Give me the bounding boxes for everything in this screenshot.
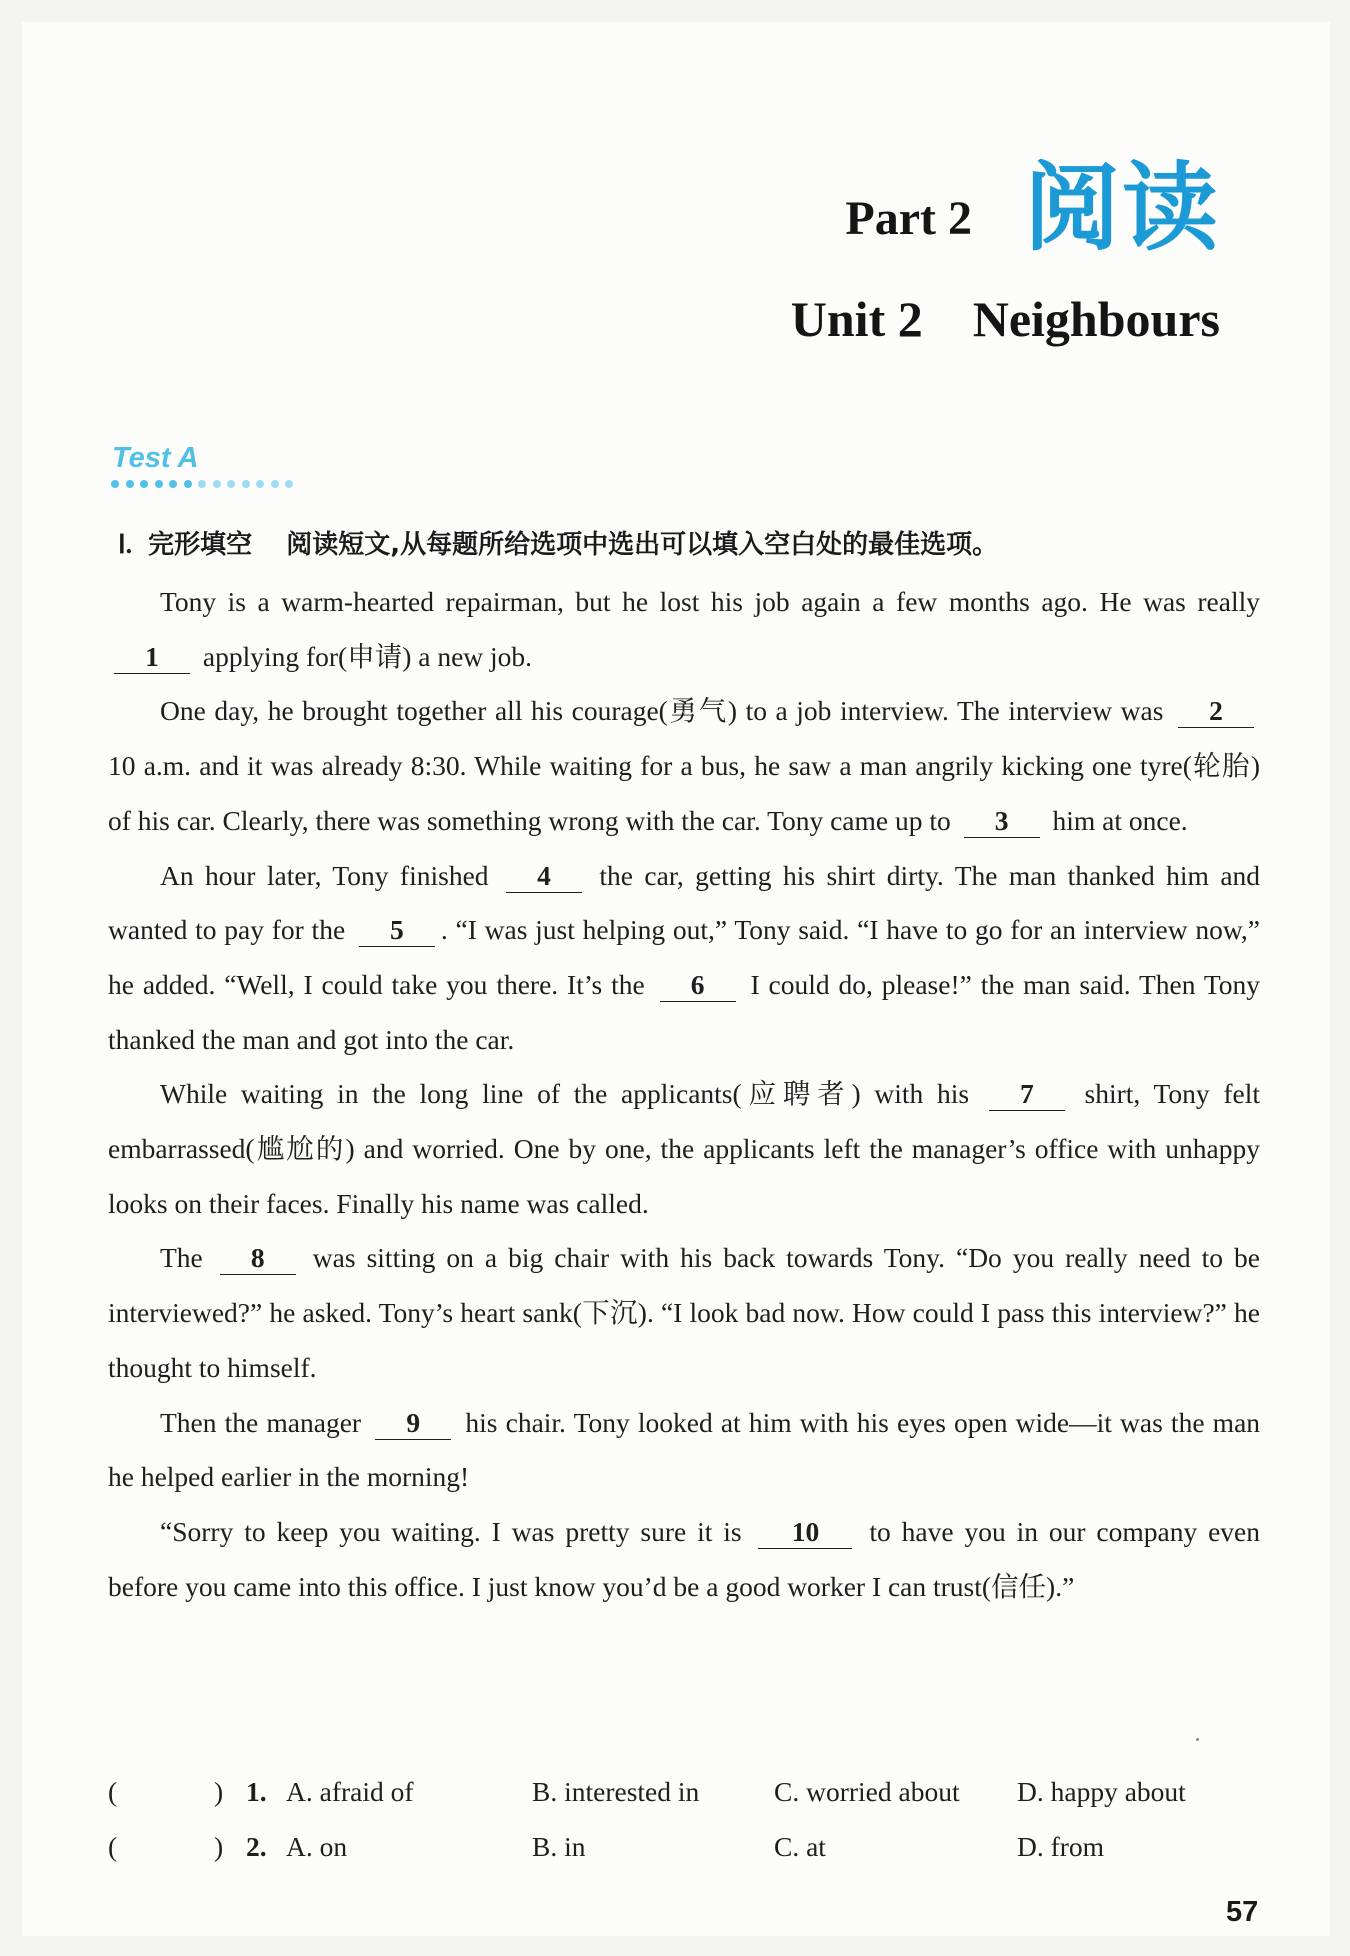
answer-paren-open: ( xyxy=(108,1776,118,1807)
page xyxy=(22,22,1330,1936)
blank-5: 5 xyxy=(359,914,435,947)
exercise-title: 完形填空 xyxy=(148,530,253,560)
paragraph-3 xyxy=(108,849,1260,1068)
unit-title: Unit 2 Neighbours xyxy=(790,291,1220,347)
blank-2: 2 xyxy=(1178,695,1254,728)
text-span: One day, he brought together all his courage(勇气) to a job interview. The interview was xyxy=(160,695,1164,727)
answer-paren-close: ) xyxy=(214,1831,224,1862)
option-b: B. interested in xyxy=(532,1776,700,1807)
text-span: Tony is a warm-hearted repairman, but he lost his job again a few months ago. He was really xyxy=(160,586,1260,617)
section-tag: Test A xyxy=(112,442,199,474)
text-span: “Sorry to keep you waiting. I was pretty sure it is xyxy=(160,1515,742,1547)
text-span: his chair. Tony looked at him with his eyes open wide—it was the man he helped earlier in the morning! xyxy=(108,1406,1261,1493)
print-speck xyxy=(1196,1738,1199,1741)
paragraph-1 xyxy=(108,575,1260,684)
text-span: While waiting in the long line of the applicants(应聘者) with his xyxy=(160,1078,970,1110)
question-row xyxy=(108,1776,1258,1831)
exercise-text: 阅读短文,从每题所给选项中选出可以填入空白处的最佳选项。 xyxy=(286,530,999,560)
blank-1: 1 xyxy=(114,641,190,674)
answer-paren-close: ) xyxy=(214,1776,224,1807)
text-span: applying for(申请) a new job. xyxy=(202,640,533,672)
text-span: An hour later, Tony finished xyxy=(160,859,489,891)
text-span: . “I was just helping out,” Tony said. “I have to go for an interview now,” he added. “Well, I could take you there. It’s the xyxy=(108,914,1261,1000)
cloze-passage xyxy=(108,575,1260,1614)
paragraph-5 xyxy=(108,1231,1260,1395)
question-number: 2. xyxy=(246,1831,267,1862)
text-span: I could do, please!” the man said. Then Tony thanked the man and got into the car. xyxy=(108,968,1260,1055)
blank-9: 9 xyxy=(375,1407,451,1440)
part-label: Part 2 xyxy=(845,192,972,245)
answer-paren-open: ( xyxy=(108,1831,118,1862)
text-span: the car, getting his shirt dirty. The man thanked him and wanted to pay for the xyxy=(108,859,1261,946)
answer-options xyxy=(108,1776,1258,1886)
option-a: A. afraid of xyxy=(286,1776,414,1807)
part-chinese-title: 阅读 xyxy=(1024,152,1220,264)
paragraph-6 xyxy=(108,1396,1260,1505)
option-c: C. worried about xyxy=(774,1776,960,1807)
exercise-number: Ⅰ. xyxy=(118,530,133,559)
text-span: shirt, Tony felt embarrassed(尴尬的) and worried. One by one, the applicants left the manager’s office with unhappy looks on their faces. Finally his name was called. xyxy=(108,1078,1261,1219)
option-d: D. from xyxy=(1017,1831,1105,1862)
paragraph-2 xyxy=(108,684,1260,848)
blank-7: 7 xyxy=(989,1078,1065,1111)
option-c: C. at xyxy=(774,1831,826,1862)
blank-4: 4 xyxy=(506,860,582,893)
page-number: 57 xyxy=(1226,1896,1259,1928)
option-d: D. happy about xyxy=(1017,1776,1186,1807)
part-heading xyxy=(845,152,1220,264)
text-span: to have you in our company even before you came into this office. I just know you’d be a good worker I can trust(信任).” xyxy=(108,1515,1260,1602)
text-span: Then the manager xyxy=(160,1406,362,1438)
paragraph-4 xyxy=(108,1067,1260,1231)
exercise-instruction xyxy=(118,524,1268,561)
text-span: was sitting on a big chair with his back towards Tony. “Do you really need to be interviewed?” he asked. Tony’s heart sank(下沉). “I look bad now. How could I pass this interview?” he thought to himself. xyxy=(108,1242,1260,1383)
blank-6: 6 xyxy=(660,969,736,1002)
text-span: The xyxy=(160,1242,203,1274)
section-tag-dots xyxy=(111,480,293,488)
blank-3: 3 xyxy=(964,805,1040,838)
blank-8: 8 xyxy=(220,1242,296,1275)
text-span: him at once. xyxy=(1052,804,1188,836)
text-span: 10 a.m. and it was already 8:30. While waiting for a bus, he saw a man angrily kicking one tyre(轮胎) of his car. Clearly, there was something wrong with the car. Tony came up to xyxy=(108,750,1260,836)
paragraph-7 xyxy=(108,1505,1260,1614)
option-b: B. in xyxy=(532,1831,586,1862)
question-row xyxy=(108,1831,1258,1886)
question-number: 1. xyxy=(246,1776,267,1807)
blank-10: 10 xyxy=(758,1516,852,1549)
option-a: A. on xyxy=(286,1831,348,1862)
